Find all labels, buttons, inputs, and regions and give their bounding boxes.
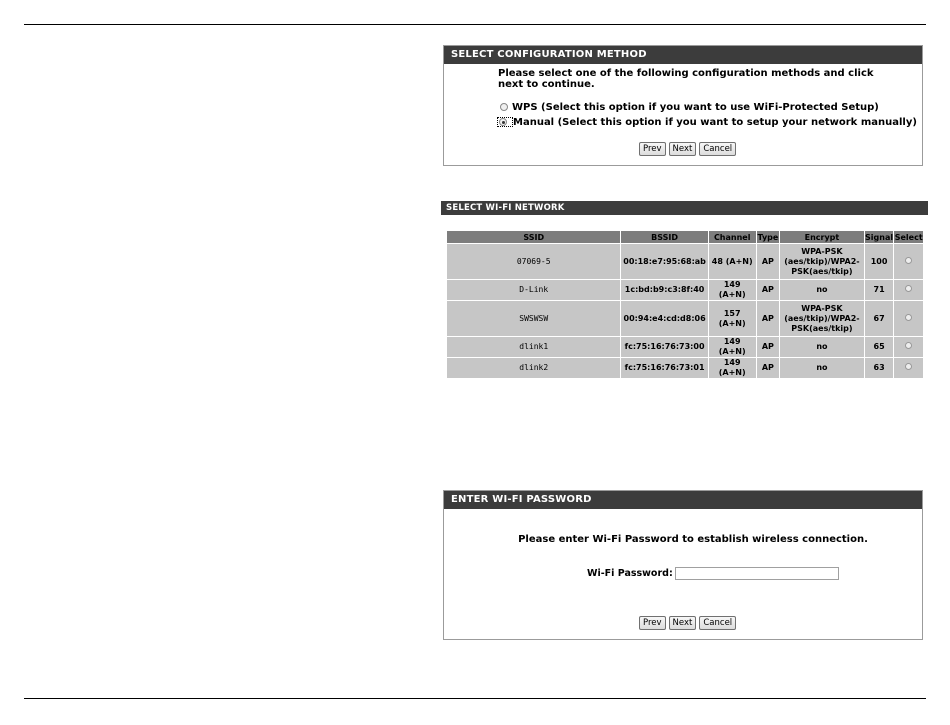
channel-cell: 149 (A+N) [709, 337, 756, 357]
ssid-cell: 07069-5 [447, 244, 620, 279]
encrypt-cell: WPA-PSK (aes/tkip)/WPA2-PSK(aes/tkip) [780, 301, 864, 336]
signal-cell: 67 [865, 301, 894, 336]
signal-cell: 100 [865, 244, 894, 279]
next-button[interactable]: Next [669, 142, 697, 156]
column-header-type: Type [757, 232, 779, 242]
select-radio[interactable] [905, 285, 912, 292]
column-header-signal: Signal [865, 232, 894, 242]
wifi-password-buttons [639, 616, 736, 630]
next-button[interactable]: Next [669, 616, 697, 630]
channel-cell: 149 (A+N) [709, 280, 756, 300]
table-row[interactable] [447, 244, 923, 279]
ssid-cell: SWSWSW [447, 301, 620, 336]
select-cell[interactable] [894, 280, 923, 300]
manual-radio[interactable] [499, 118, 507, 126]
manual-option-label: Manual (Select this option if you want to setup your network manually) [513, 116, 917, 128]
wifi-password-title: ENTER WI-FI PASSWORD [444, 491, 922, 509]
manual-option[interactable] [497, 115, 917, 129]
channel-cell: 157 (A+N) [709, 301, 756, 336]
wifi-password-label: Wi-Fi Password: [587, 568, 673, 579]
ssid-cell: D-Link [447, 280, 620, 300]
table-row[interactable] [447, 280, 923, 300]
column-header-ssid: SSID [447, 231, 620, 243]
column-header-channel: Channel [709, 231, 756, 243]
select-radio[interactable] [905, 363, 912, 370]
bssid-cell: 00:94:e4:cd:d8:06 [621, 301, 707, 336]
config-method-prompt: Please select one of the following configuration methods and click next to continue. [498, 68, 874, 90]
bottom-rule [24, 698, 926, 699]
wifi-network-title: SELECT WI-FI NETWORK [441, 201, 928, 215]
encrypt-cell: no [780, 358, 864, 378]
ssid-cell: dlink2 [447, 358, 620, 378]
ssid-cell: dlink1 [447, 337, 620, 357]
select-cell[interactable] [894, 301, 923, 336]
type-cell: AP [757, 301, 779, 336]
bssid-cell: 1c:bd:b9:c3:8f:40 [621, 280, 707, 300]
encrypt-cell: WPA-PSK (aes/tkip)/WPA2-PSK(aes/tkip) [780, 244, 864, 279]
signal-cell: 63 [865, 358, 894, 378]
encrypt-cell: no [780, 337, 864, 357]
wifi-password-panel [443, 490, 923, 640]
config-method-title: SELECT CONFIGURATION METHOD [444, 46, 922, 64]
cancel-button[interactable]: Cancel [699, 616, 736, 630]
manual-option-focus[interactable] [497, 117, 513, 127]
select-cell[interactable] [894, 337, 923, 357]
channel-cell: 149 (A+N) [709, 358, 756, 378]
cancel-button[interactable]: Cancel [699, 142, 736, 156]
select-cell[interactable] [894, 244, 923, 279]
wifi-password-prompt: Please enter Wi-Fi Password to establish wireless connection. [518, 534, 868, 545]
wifi-network-panel [441, 201, 928, 377]
select-radio[interactable] [905, 257, 912, 264]
select-radio[interactable] [905, 342, 912, 349]
select-radio[interactable] [905, 314, 912, 321]
wifi-password-row [587, 567, 839, 580]
table-header-row [447, 231, 923, 243]
bssid-cell: 00:18:e7:95:68:ab [621, 244, 707, 279]
wps-option[interactable] [500, 100, 879, 114]
encrypt-cell: no [780, 280, 864, 300]
wps-option-label: WPS (Select this option if you want to use WiFi-Protected Setup) [512, 101, 879, 113]
select-cell[interactable] [894, 358, 923, 378]
column-header-encrypt: Encrypt [780, 231, 864, 243]
wifi-network-table-wrap [446, 230, 924, 379]
table-row[interactable] [447, 358, 923, 378]
bssid-cell: fc:75:16:76:73:00 [621, 337, 707, 357]
prev-button[interactable]: Prev [639, 142, 666, 156]
column-header-bssid: BSSID [621, 231, 707, 243]
type-cell: AP [757, 337, 779, 357]
prev-button[interactable]: Prev [639, 616, 666, 630]
wifi-password-input[interactable] [675, 567, 839, 580]
signal-cell: 71 [865, 280, 894, 300]
table-row[interactable] [447, 337, 923, 357]
type-cell: AP [757, 358, 779, 378]
top-rule [24, 24, 926, 25]
config-method-buttons [639, 142, 736, 156]
signal-cell: 65 [865, 337, 894, 357]
bssid-cell: fc:75:16:76:73:01 [621, 358, 707, 378]
type-cell: AP [757, 280, 779, 300]
column-header-select: Select [894, 232, 923, 242]
type-cell: AP [757, 244, 779, 279]
wps-radio[interactable] [500, 103, 508, 111]
wifi-network-table [446, 230, 924, 379]
config-method-panel [443, 45, 923, 166]
channel-cell: 48 (A+N) [709, 244, 756, 279]
table-row[interactable] [447, 301, 923, 336]
